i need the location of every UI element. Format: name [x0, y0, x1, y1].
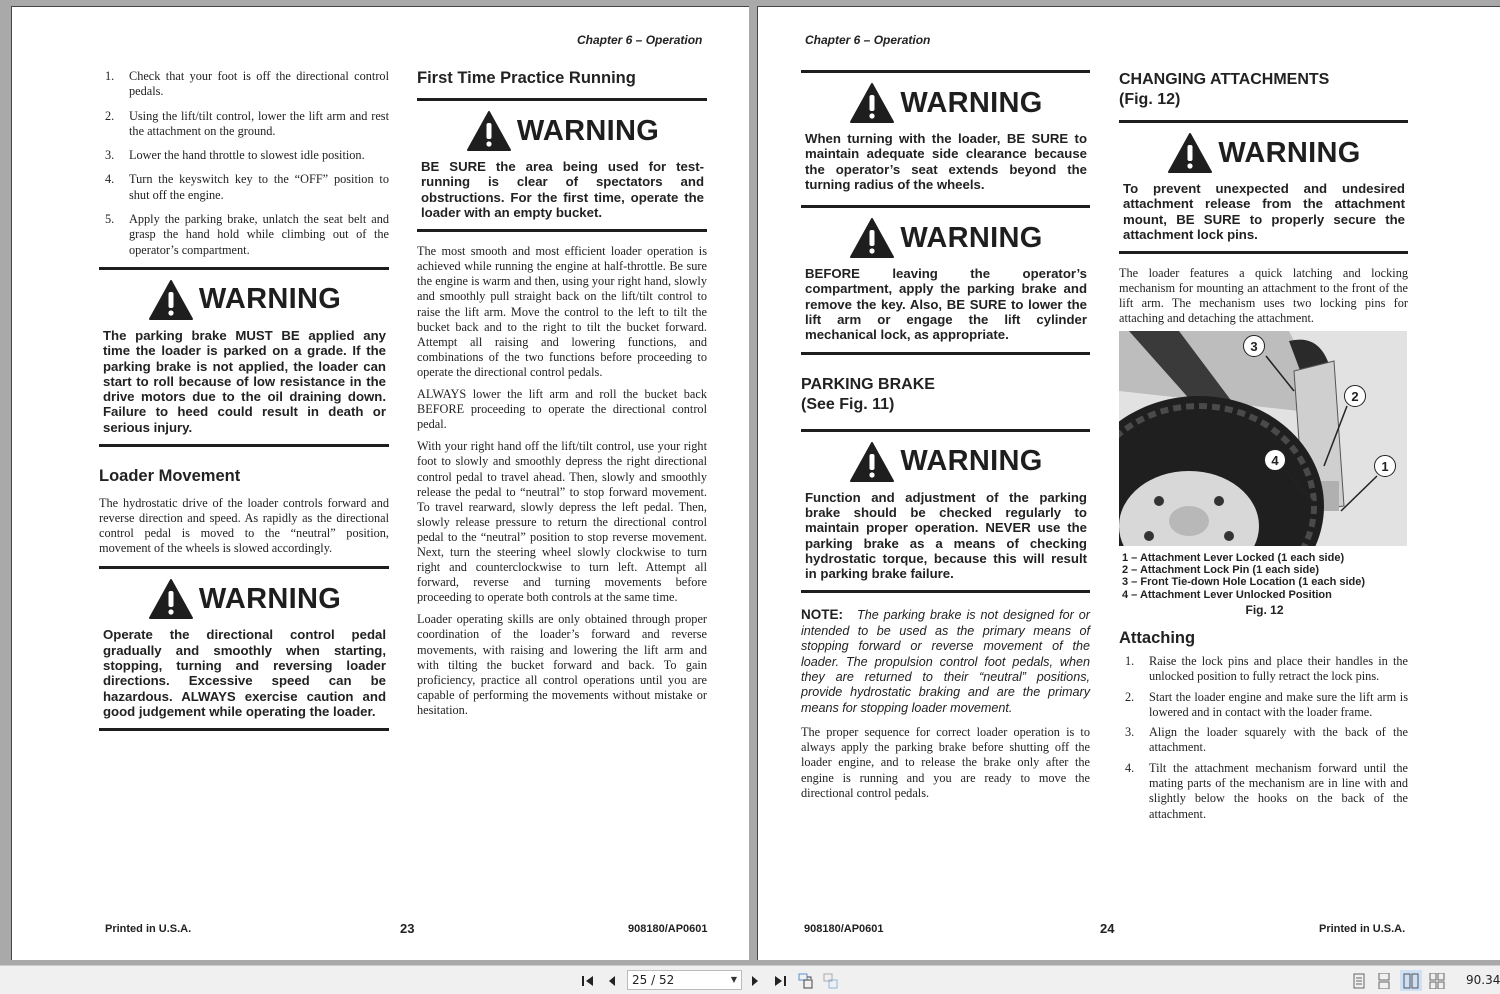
warning-title: WARNING	[900, 86, 1043, 119]
warning-box	[1119, 120, 1408, 254]
figure-legend	[1122, 552, 1412, 616]
warning-box	[801, 205, 1090, 354]
chapter-header: Chapter 6 – Operation	[577, 33, 703, 47]
warning-box	[99, 566, 389, 731]
attaching-section	[1119, 629, 1408, 827]
warning-triangle-icon	[849, 441, 895, 483]
page-number: 23	[400, 921, 415, 936]
paragraph: The proper sequence for correct loader operation is to always apply the parking brake before shutting off the loader engine, and to release the brake only after the engine is running and you are ready to move the directional control pedals.	[801, 725, 1090, 800]
changing-attachments-heading: CHANGING ATTACHMENTS (Fig. 12)	[1119, 71, 1330, 108]
page-23	[11, 6, 749, 960]
shutdown-steps	[99, 69, 389, 258]
dropdown-arrow-icon: ▼	[730, 975, 737, 984]
facing-view-button[interactable]	[1400, 970, 1422, 991]
footer-doc-number: 908180/AP0601	[628, 923, 708, 935]
single-page-view-button[interactable]	[1348, 970, 1370, 991]
callout-2: 2	[1344, 385, 1366, 407]
footer-printed: Printed in U.S.A.	[1319, 923, 1406, 935]
list-item: 5. Apply the parking brake, unlatch the seat belt and grasp the hand hold while climbing out of the operator’s compartment.	[105, 212, 389, 257]
footer-doc-number: 908180/AP0601	[804, 923, 884, 935]
last-page-icon	[773, 974, 787, 988]
continuous-page-icon	[1377, 973, 1391, 989]
warning-title: WARNING	[900, 221, 1043, 254]
go-forward-button[interactable]	[821, 971, 841, 991]
continuous-facing-icon	[1429, 973, 1445, 989]
paragraph: The most smooth and most efficient loader operation is achieved while running the engine at half-throttle. Be sure the engine is warm and then, using your right hand, slowly and smoothly pull straight back on the lift/tilt control to raise the lift arm. Move the control to the left to tilt the bucket back and to the right to tilt the bucket forward. Attempt all raising and lowering functions, and combinations of the two functions before proceeding to operate the directional control pedals.	[417, 244, 707, 379]
section-heading: Attaching	[1119, 629, 1196, 647]
list-item: 1. Check that your foot is off the directional control pedals.	[105, 69, 389, 99]
warning-title: WARNING	[198, 283, 342, 316]
list-item: 3. Align the loader squarely with the back of the attachment.	[1125, 725, 1408, 755]
footer-printed: Printed in U.S.A.	[105, 923, 192, 935]
page-number: 24	[1100, 921, 1115, 936]
warning-title: WARNING	[1218, 136, 1361, 169]
callout-4: 4	[1264, 449, 1286, 471]
parking-brake-heading: PARKING BRAKE (See Fig. 11)	[801, 375, 935, 413]
callout-1: 1	[1374, 455, 1396, 477]
warning-title: WARNING	[198, 582, 342, 615]
warning-title: WARNING	[516, 114, 660, 147]
single-page-icon	[1352, 973, 1366, 989]
warning-triangle-icon	[1167, 132, 1213, 174]
section-heading: Loader Movement	[99, 467, 241, 486]
back-view-icon	[798, 973, 814, 989]
list-item: 4. Tilt the attachment mechanism forward until the mating parts of the mechanism are in line with and slightly below the hooks on the back of the attachment.	[1125, 760, 1408, 821]
paragraph: Loader operating skills are only obtained through proper coordination of the loader’s forward and reverse movements, with raising and lowering the lift arm and with tilting the bucket forward and back. To gain proficiency, practice all control operations until you are capable of performing the movements without mistake or hesitation.	[417, 612, 707, 717]
note-label: NOTE:	[801, 607, 843, 623]
legend-item: 2 – Attachment Lock Pin (1 each side)	[1122, 564, 1320, 577]
list-item: 4. Turn the keyswitch key to the “OFF” position to shut off the engine.	[105, 172, 389, 202]
warning-box	[417, 98, 707, 232]
list-item: 1. Raise the lock pins and place their handles in the unlocked position to fully retract the lock pins.	[1125, 654, 1408, 684]
continuous-view-button[interactable]	[1373, 970, 1395, 991]
paragraph: The hydrostatic drive of the loader controls forward and reverse direction and speed. As rapidly as the directional control pedal is moved to the “neutral” position, movement of the wheels is slowed accordingly.	[99, 496, 389, 556]
loader-attachment-photo	[1119, 331, 1407, 546]
left-column	[801, 70, 1090, 808]
zoom-level[interactable]: 90.34	[1466, 973, 1500, 987]
list-item: 3. Lower the hand throttle to slowest idle position.	[105, 148, 365, 163]
first-page-icon	[581, 974, 595, 988]
right-column	[417, 69, 707, 725]
list-item: 2. Using the lift/tilt control, lower the lift arm and rest the attachment on the ground.	[105, 108, 389, 138]
warning-text: When turning with the loader, BE SURE to maintain adequate side clearance because the operator’s seat extends beyond the turning radius of the wheels.	[805, 131, 1087, 192]
warning-box	[801, 429, 1090, 594]
warning-text: The parking brake MUST BE applied any time the loader is parked on a grade. If the parking brake is not applied, the loader can start to roll because of low resistance in the drive motors due to the oil draining down. Failure to heed could result in death or serious injury.	[103, 327, 386, 435]
continuous-facing-view-button[interactable]	[1426, 970, 1448, 991]
next-page-icon	[748, 974, 762, 988]
warning-text: To prevent unexpected and undesired attachment release from the attachment mount, BE SURE to properly secure the attachment lock pins.	[1123, 181, 1405, 242]
right-column	[1119, 70, 1408, 334]
figure-label: Fig. 12	[1245, 602, 1284, 617]
callout-3: 3	[1243, 335, 1265, 357]
figure-12-photo	[1119, 331, 1407, 546]
warning-box	[801, 70, 1090, 201]
warning-text: BE SURE the area being used for test-running is clear of spectators and obstructions. For the first time, operate the loader with an empty bucket.	[421, 159, 704, 220]
legend-item: 1 – Attachment Lever Locked (1 each side)	[1122, 552, 1345, 564]
section-heading: First Time Practice Running	[417, 69, 636, 87]
warning-triangle-icon	[849, 217, 895, 259]
legend-item: 4 – Attachment Lever Unlocked Position	[1122, 588, 1332, 601]
facing-pages-icon	[1403, 973, 1419, 989]
next-page-button[interactable]	[745, 971, 765, 991]
last-page-button[interactable]	[770, 971, 790, 991]
paragraph: ALWAYS lower the lift arm and roll the bucket back BEFORE proceeding to operate the directional control pedal.	[417, 387, 707, 432]
page-number-select[interactable]: 25 / 52 ▼	[627, 970, 742, 990]
warning-text: Operate the directional control pedal gradually and smoothly when starting, stopping, turning and reversing loader directions. Excessive speed can be hazardous. ALWAYS exercise caution and good judgement while operating the loader.	[103, 627, 386, 719]
list-item: 2. Start the loader engine and make sure the lift arm is lowered and in contact with the loader frame.	[1125, 689, 1408, 719]
paragraph: With your right hand off the lift/tilt control, use your right foot to slowly and smoothly depress the right directional control pedal to travel ahead. Then, slowly and smoothly release the pedal to “neutral” to stop forward movement. To travel rearward, slowly depress the left pedal. Then, slowly release pressure to return the directional control pedal to the “neutral” position to stop reverse movement. Next, turn the steering wheel slowly clockwise to turn right and counterclockwise to turn left. Attempt all forward, reverse and turning movements before proceeding to operate both controls at the same time.	[417, 439, 707, 605]
page-24	[757, 6, 1500, 960]
note: NOTE: The parking brake is not designed for or intended to be used as the primary means of stopping forward or reverse movement of the loader. The propulsion control foot pedals, when they are returned to their “neutral” positions, provide hydrostatic braking and are the primary means for stopping loader movement.	[801, 607, 1090, 715]
warning-text: Function and adjustment of the parking brake should be checked regularly to maintain proper operation. NEVER use the parking brake as a means of checking hydrostatic torque, because this will result in parking brake failure.	[805, 489, 1087, 582]
chapter-header: Chapter 6 – Operation	[805, 33, 931, 47]
attaching-steps	[1119, 654, 1408, 822]
viewer-toolbar	[0, 965, 1500, 994]
warning-text: BEFORE leaving the operator’s compartment, apply the parking brake and remove the key. Also, BE SURE to lower the lift arm or engage the lift cylinder mechanical lock, as appropriate.	[805, 266, 1087, 343]
warning-triangle-icon	[148, 578, 194, 620]
previous-page-icon	[605, 974, 619, 988]
previous-page-button[interactable]	[602, 971, 622, 991]
paragraph: The loader features a quick latching and locking mechanism for mounting an attachment to the front of the lift arm. The mechanism uses two locking pins for attaching and detaching the attachment.	[1119, 266, 1408, 326]
warning-triangle-icon	[148, 279, 194, 321]
warning-triangle-icon	[849, 82, 895, 124]
left-column	[99, 69, 389, 731]
forward-view-icon	[823, 973, 839, 989]
legend-item: 3 – Front Tie-down Hole Location (1 each side)	[1122, 576, 1366, 589]
warning-triangle-icon	[466, 110, 512, 152]
go-back-button[interactable]	[796, 971, 816, 991]
warning-box	[99, 267, 389, 447]
first-page-button[interactable]	[578, 971, 598, 991]
warning-title: WARNING	[900, 445, 1043, 478]
